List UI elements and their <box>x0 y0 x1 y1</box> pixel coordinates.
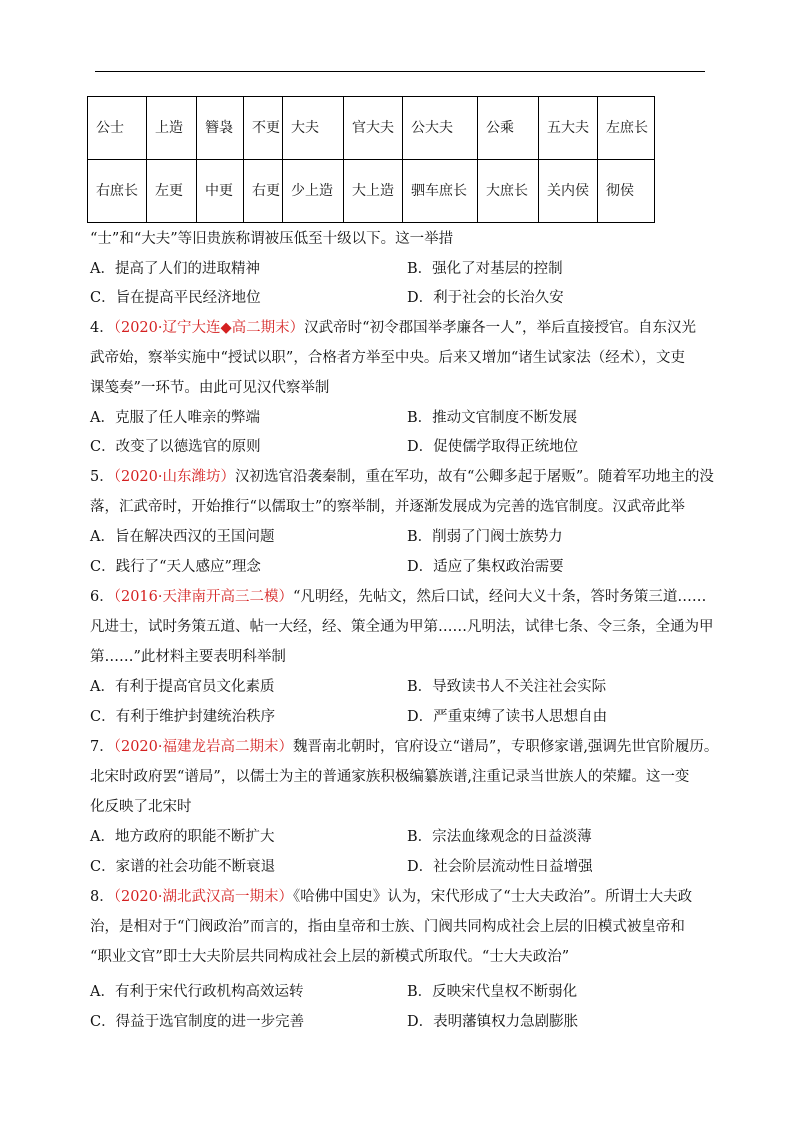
q3-option-b: B．强化了对基层的控制 <box>407 261 563 277</box>
q6-option-a: A．有利于提高官员文化素质 <box>90 679 275 695</box>
q7-source: （2020·福建龙岩高二期末） <box>113 739 293 755</box>
table-row <box>88 160 655 223</box>
table-cell: 上造 <box>147 97 197 160</box>
q3-option-c: C．旨在提高平民经济地位 <box>90 290 261 306</box>
q5-text: 汉初选官沿袭秦制，重在军功，故有“公卿多起于屠贩”。随着军功地主的没 <box>235 469 714 485</box>
table-cell: 大夫 <box>283 97 344 160</box>
table-cell: 公士 <box>88 97 147 160</box>
q4-text: 汉武帝时“初令郡国举孝廉各一人”，举后直接授官。自东汉光 <box>304 320 696 336</box>
q5-number: 5． <box>90 469 114 485</box>
table-cell: 中更 <box>197 160 244 223</box>
table-cell: 左庶长 <box>598 97 655 160</box>
table-cell: 不更 <box>244 97 283 160</box>
q4-line-1 <box>90 318 696 338</box>
q6-option-d: D．严重束缚了读书人思想自由 <box>407 709 608 725</box>
q7-line-3: 化反映了北宋时 <box>90 799 192 815</box>
q6-source: （2016·天津南开高三二模） <box>113 589 293 605</box>
q6-line-2: 凡进士，试时务策五道、帖一大经，经、策全通为甲第……凡明法，试律七条、令三条，全通为甲 <box>90 619 714 635</box>
q5-option-c: C．践行了“天人感应”理念 <box>90 559 261 575</box>
q7-line-1 <box>90 737 718 757</box>
q5-option-b: B．削弱了门阀士族势力 <box>407 529 563 545</box>
q7-option-c: C．家谱的社会功能不断衰退 <box>90 859 276 875</box>
q7-line-2: 北宋时政府罢“谱局”，以儒士为主的普通家族积极编纂族谱,注重记录当世族人的荣耀。这一变 <box>90 769 690 785</box>
q8-option-b: B．反映宋代皇权不断弱化 <box>407 984 578 1000</box>
q4-number: 4． <box>90 320 114 336</box>
q8-option-d: D．表明藩镇权力急剧膨胀 <box>407 1014 579 1030</box>
q4-line-2: 武帝始，察举实施中“授试以职”，合格者方举至中央。后来又增加“诸生试家法（经术），文吏 <box>90 350 685 366</box>
q6-line-3: 第……”此材料主要表明科举制 <box>90 649 286 665</box>
q8-line-1 <box>90 887 692 907</box>
header-rule <box>95 71 705 72</box>
table-row <box>88 97 655 160</box>
q3-stem: “士”和“大夫”等旧贵族称谓被压低至十级以下。这一举措 <box>90 231 454 247</box>
table-cell: 左更 <box>147 160 197 223</box>
table-cell: 公大夫 <box>403 97 478 160</box>
q4-option-a: A．克服了任人唯亲的弊端 <box>90 410 260 426</box>
table-cell: 关内侯 <box>539 160 598 223</box>
q8-source: （2020·湖北武汉高一期末） <box>113 889 293 905</box>
q6-option-b: B．导致读书人不关注社会实际 <box>407 679 607 695</box>
q5-option-d: D．适应了集权政治需要 <box>407 559 564 575</box>
q7-option-a: A．地方政府的职能不断扩大 <box>90 829 275 845</box>
q6-text: “凡明经，先帖文，然后口试，经问大义十条，答时务策三道…… <box>293 589 707 605</box>
q3-option-d: D．利于社会的长治久安 <box>407 290 564 306</box>
table-cell: 大上造 <box>344 160 403 223</box>
table-cell: 右更 <box>244 160 283 223</box>
table-cell: 少上造 <box>283 160 344 223</box>
table-cell: 五大夫 <box>539 97 598 160</box>
q6-option-c: C．有利于维护封建统治秩序 <box>90 709 276 725</box>
q6-number: 6． <box>90 589 114 605</box>
table-cell: 官大夫 <box>344 97 403 160</box>
q4-source: （2020·辽宁大连◆高二期末） <box>113 320 305 336</box>
q7-text: 魏晋南北朝时，官府设立“谱局”，专职修家谱,强调先世官阶履历。 <box>293 739 719 755</box>
table-cell: 簪袅 <box>197 97 244 160</box>
q4-option-d: D．促使儒学取得正统地位 <box>407 439 579 455</box>
q4-option-c: C．改变了以德选官的原则 <box>90 439 261 455</box>
q4-line-3: 课笺奏”一环节。由此可见汉代察举制 <box>90 380 330 396</box>
q3-option-a: A．提高了人们的进取精神 <box>90 261 260 277</box>
q8-option-a: A．有利于宋代行政机构高效运转 <box>90 984 304 1000</box>
q8-option-c: C．得益于选官制度的进一步完善 <box>90 1014 305 1030</box>
q5-line-2: 落，汇武帝时，开始推行“以儒取士”的察举制，并逐渐发展成为完善的选官制度。汉武帝此举 <box>90 499 685 515</box>
q8-line-3: “职业文官”即士大夫阶层共同构成社会上层的新模式所取代。“士大夫政治” <box>90 949 570 965</box>
q7-option-b: B．宗法血缘观念的日益淡薄 <box>407 829 592 845</box>
q5-source: （2020·山东潍坊） <box>113 469 235 485</box>
q7-option-d: D．社会阶层流动性日益增强 <box>407 859 593 875</box>
table-cell: 右庶长 <box>88 160 147 223</box>
q5-option-a: A．旨在解决西汉的王国问题 <box>90 529 275 545</box>
table-cell: 大庶长 <box>478 160 539 223</box>
table-cell: 驷车庶长 <box>403 160 478 223</box>
table-cell: 公乘 <box>478 97 539 160</box>
q5-line-1 <box>90 467 714 487</box>
q6-line-1 <box>90 587 706 607</box>
q8-number: 8． <box>90 889 114 905</box>
table-cell: 彻侯 <box>598 160 655 223</box>
q8-line-2: 治，是相对于“门阀政治”而言的，指由皇帝和士族、门阀共同构成社会上层的旧模式被皇帝和 <box>90 919 685 935</box>
q8-text: 《哈佛中国史》认为，宋代形成了“士大夫政治”。所谓士大夫政 <box>293 889 693 905</box>
q7-number: 7． <box>90 739 114 755</box>
q4-option-b: B．推动文官制度不断发展 <box>407 410 578 426</box>
rank-table <box>87 96 655 223</box>
